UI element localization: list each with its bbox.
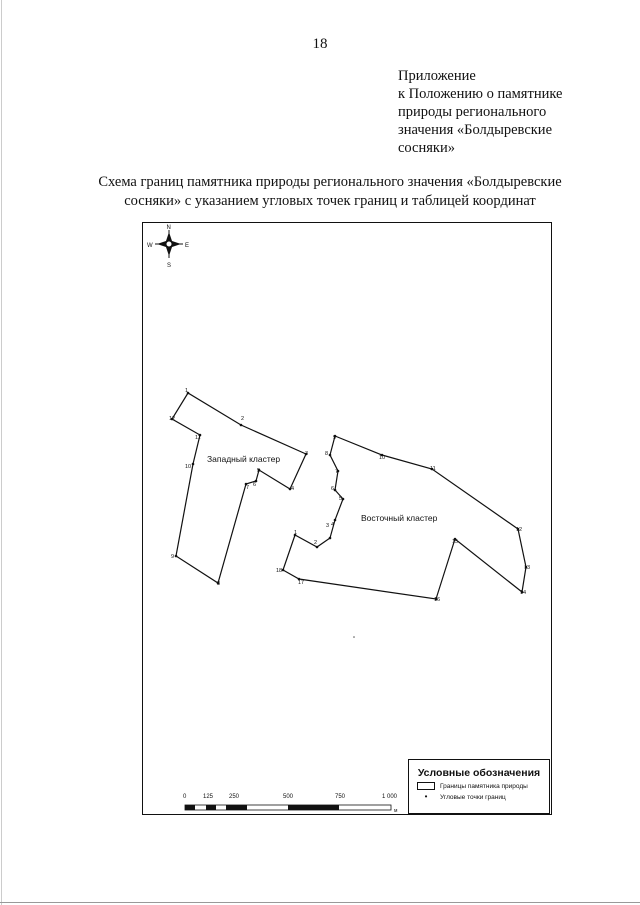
west-cluster-label: Западный кластер (207, 454, 281, 464)
appendix-line: природы регионального (398, 104, 547, 120)
map-legend (408, 759, 550, 814)
scale-tick-label: 500 (283, 794, 294, 800)
west-point-label: 5 (257, 468, 261, 474)
scan-speck (353, 636, 355, 638)
west-point-label: 7 (246, 485, 250, 491)
west-point-label: 2 (241, 416, 245, 422)
west-point-label: 6 (253, 482, 257, 488)
east-point-label: 15 (452, 539, 459, 545)
page-number: 18 (312, 36, 328, 52)
east-point-label: 6 (331, 486, 335, 492)
scheme-title-line-1: Схема границ памятника природы регионального значения «Болдыревские (98, 174, 562, 190)
east-point-label: 12 (516, 527, 523, 533)
east-point-label: 16 (434, 597, 441, 603)
compass-south-label: S (167, 263, 172, 269)
west-point-label: 3 (305, 451, 309, 457)
scheme-title-line-2: сосняки» с указанием угловых точек границ и таблицей координат (124, 193, 536, 209)
legend-row-points (417, 793, 549, 801)
west-point-label: 10 (185, 464, 192, 470)
scale-tick-label: 1 000 (382, 794, 398, 800)
appendix-line: к Положению о памятнике (398, 86, 563, 102)
east-point-label: 18 (276, 568, 283, 574)
scale-unit: м (394, 808, 398, 814)
west-cluster-boundary (172, 393, 309, 583)
west-point-label: 11 (195, 435, 201, 441)
west-point-label: 1 (185, 388, 189, 394)
legend-boundary-label: Границы памятника природы (440, 782, 528, 790)
east-point-label: 1 (294, 530, 298, 536)
scheme-title (60, 173, 600, 211)
east-point-label: 3 (326, 523, 330, 529)
east-point-label: 2 (314, 540, 318, 546)
page-edge-line (1, 0, 2, 905)
east-point-label: 7 (335, 469, 339, 475)
page-bottom-line (0, 902, 640, 903)
east-point-label: 4 (331, 522, 335, 528)
east-point-label: 14 (520, 590, 527, 596)
west-point-label: 12 (169, 416, 176, 422)
east-cluster-label: Восточный кластер (361, 513, 438, 523)
compass-east-label: E (185, 243, 190, 249)
boundary-swatch-icon (417, 782, 435, 790)
appendix-line: значения «Болдыревские (398, 122, 552, 138)
east-point-label: 11 (430, 466, 436, 472)
appendix-header (398, 67, 618, 157)
west-point-label: 9 (171, 554, 175, 560)
legend-row-boundary (417, 782, 549, 790)
legend-points-label: Угловые точки границ (440, 793, 506, 801)
scale-tick-label: 250 (229, 794, 240, 800)
compass-west-label: W (147, 243, 153, 249)
east-point-label: 17 (298, 580, 305, 586)
compass-north-label: N (166, 225, 171, 231)
east-point-label: 8 (325, 451, 329, 457)
scale-tick-label: 125 (203, 794, 214, 800)
west-corner-points (171, 392, 308, 585)
point-dot-icon: • (424, 792, 428, 801)
compass-rose-icon (147, 225, 189, 269)
east-point-label: 10 (379, 455, 386, 461)
east-point-label: 5 (339, 496, 343, 502)
appendix-line: Приложение (398, 68, 476, 84)
scale-tick-label: 0 (183, 794, 187, 800)
legend-title: Условные обозначения (417, 767, 541, 779)
east-point-label: 13 (524, 565, 531, 571)
boundary-map (142, 222, 552, 815)
scale-tick-label: 750 (335, 794, 346, 800)
west-point-label: 8 (217, 581, 221, 587)
appendix-line: сосняки» (398, 140, 455, 156)
east-point-label: 9 (333, 435, 337, 441)
scale-bar (183, 794, 398, 814)
west-point-label: 4 (291, 486, 295, 492)
